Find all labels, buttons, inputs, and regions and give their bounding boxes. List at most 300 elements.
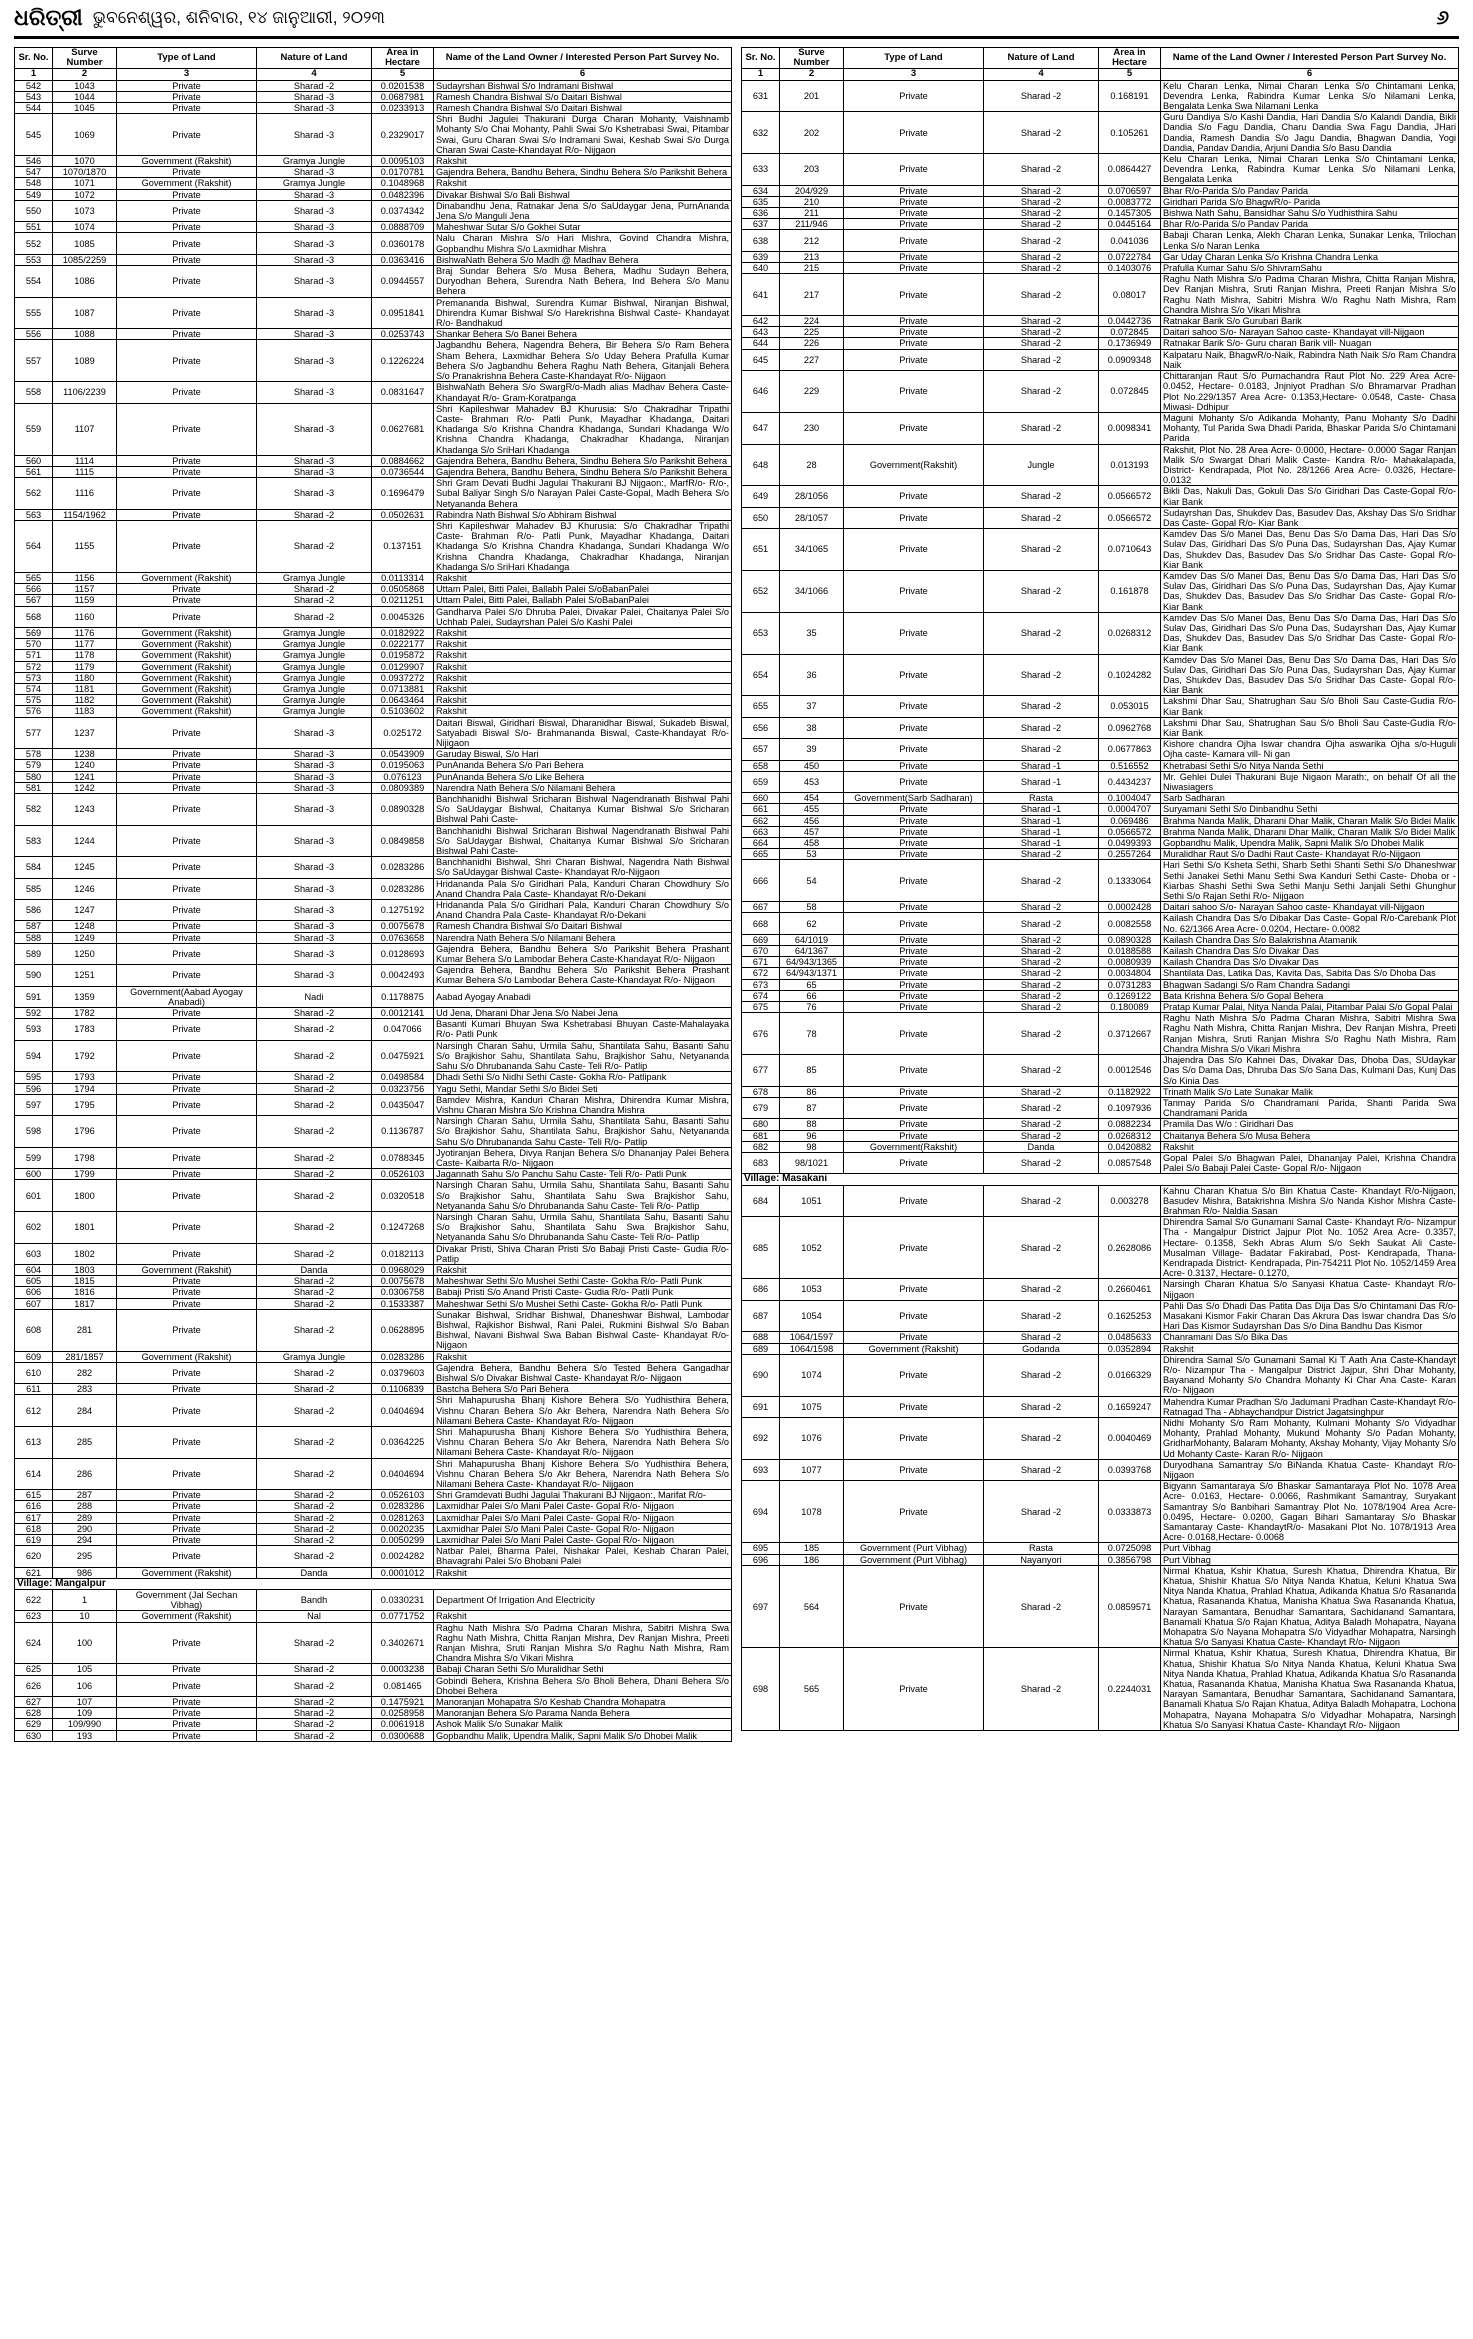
table-row	[15, 1019, 732, 1040]
cell-owner: Kelu Charan Lenka, Nimai Charan Lenka S/o Chintamani Lenka, Devendra Lenka, Rabindra Kumar Lenka S/o Nilamani Lenka, Bengalata Lenka	[1161, 154, 1459, 186]
table-row	[15, 329, 732, 340]
cell-type: Private	[844, 80, 984, 112]
cell-survey: 1244	[53, 825, 117, 857]
cell-nature: Sharad -2	[257, 1501, 372, 1512]
cell-owner: Nirmal Khatua, Kshir Khatua, Suresh Khatua, Dhirendra Khatua, Bir Khatua, Shishir Khatua S/o Nitya Nanda Khatua, Keluni Khatua Swa Nitya Nanda Khatua, Prahlad Khatua, Adikanda Khatua S/o Rasananda Khatua, Rasananda Khatua, Manisha Khatua Swa Rasananda Khatua, Narayan Samantara, Benudhar Samantara, Sachidanand Samantara, Banamali Khatua S/o Rajan Khatua, Aditya Baladh Mohapatra, Nayana Mohapatra S/o Nayana Mohapatra S/o Vidyadhar Mohapatra, Narsingh Khatua S/o Sanyasi Khatua Caste- Khandayt R/o- Nijgaon	[1161, 1565, 1459, 1648]
table-row	[742, 1565, 1459, 1648]
cell-owner: Bhagwan Sadangi S/o Ram Chandra Sadangi	[1161, 979, 1459, 990]
cell-owner: Aabad Ayogay Anabadi	[434, 986, 732, 1007]
cell-area: 0.0859571	[1099, 1565, 1161, 1648]
cell-sr: 633	[742, 154, 780, 186]
cell-sr: 567	[15, 595, 53, 606]
cell-area: 0.0771752	[372, 1611, 434, 1622]
cell-area: 0.0333873	[1099, 1481, 1161, 1543]
cell-owner: Laxmidhar Palei S/o Mani Palei Caste- Gopal R/o- Nijgaon	[434, 1535, 732, 1546]
cell-area: 0.076123	[372, 771, 434, 782]
cell-owner: Bastcha Behera S/o Pari Behera	[434, 1384, 732, 1395]
cell-area: 0.0195063	[372, 760, 434, 771]
table-row	[742, 934, 1459, 945]
cell-owner: Shri Gramdevati Budhi Jagulai Thakurani BJ Nijgaon:, Marifat R/o-	[434, 1490, 732, 1501]
cell-owner: Banchhanidhi Bishwal Sricharan Bishwal Nagendranath Bishwal Pahi S/o SaUdaygar Bishwal, Chaitanya Kumar Bishwal S/o Sricharan Bishwal Pahi Caste-	[434, 794, 732, 826]
cell-area: 0.1403076	[1099, 263, 1161, 274]
cell-nature: Gramya Jungle	[257, 661, 372, 672]
table-row	[15, 167, 732, 178]
cell-nature: Sharad -3	[257, 466, 372, 477]
table-row	[15, 1362, 732, 1383]
cell-type: Private	[844, 371, 984, 413]
cell-area: 0.0643464	[372, 695, 434, 706]
cell-owner: Narsingh Charan Sahu, Urmila Sahu, Shantilata Sahu, Basanti Sahu S/o Brajkishor Sahu, Shantilata Sahu, Brajkishor Sahu, Netyananda Sahu S/o Dhrubananda Sahu Caste- Teli R/o- Patlip	[434, 1116, 732, 1148]
cell-survey: 1159	[53, 595, 117, 606]
cell-owner: Trinath Malik S/o Late Sunakar Malik	[1161, 1086, 1459, 1097]
cell-sr: 558	[15, 382, 53, 403]
col-type: Type of Land	[117, 48, 257, 69]
cell-area: 0.0944557	[372, 266, 434, 298]
cell-type: Private	[117, 1675, 257, 1696]
cell-sr: 692	[742, 1418, 780, 1460]
cell-sr: 688	[742, 1332, 780, 1343]
cell-sr: 576	[15, 706, 53, 717]
cell-survey: 66	[780, 990, 844, 1001]
table-row	[742, 696, 1459, 717]
table-row	[15, 1147, 732, 1168]
cell-type: Government (Rakshit)	[117, 1351, 257, 1362]
cell-survey: 1085	[53, 233, 117, 254]
cell-area: 0.0001012	[372, 1567, 434, 1578]
table-row	[742, 274, 1459, 316]
cell-survey: 1073	[53, 200, 117, 221]
table-header-row	[15, 48, 732, 69]
cell-survey: 38	[780, 717, 844, 738]
cell-owner: Bishwa Nath Sahu, Bansidhar Sahu S/o Yudhisthira Sahu	[1161, 208, 1459, 219]
cell-nature: Sharad -1	[984, 815, 1099, 826]
cell-nature: Sharad -2	[984, 1055, 1099, 1087]
cell-owner: Jagannath Sahu S/o Panchu Sahu Caste- Teli R/o- Patli Punk	[434, 1169, 732, 1180]
cell-sr: 555	[15, 297, 53, 329]
cell-area: 0.1659247	[1099, 1396, 1161, 1417]
table-row	[15, 706, 732, 717]
cell-area: 0.0095103	[372, 156, 434, 167]
cell-type: Private	[117, 520, 257, 572]
cell-owner: Lakshmi Dhar Sau, Shatrughan Sau S/o Bholi Sau Caste-Gudia R/o- Kiar Bank	[1161, 696, 1459, 717]
cell-type: Private	[117, 1169, 257, 1180]
cell-nature: Sharad -2	[257, 1362, 372, 1383]
cell-type: Private	[844, 1418, 984, 1460]
cell-type: Government (Rakshit)	[117, 672, 257, 683]
table-row	[742, 979, 1459, 990]
cell-sr: 564	[15, 520, 53, 572]
cell-survey: 1796	[53, 1116, 117, 1148]
cell-nature: Sharad -2	[984, 1354, 1099, 1396]
table-row	[15, 1351, 732, 1362]
table-row	[742, 968, 1459, 979]
cell-area: 0.0442736	[1099, 316, 1161, 327]
cell-sr: 661	[742, 804, 780, 815]
table-row	[742, 80, 1459, 112]
cell-owner: Gajendra Behera, Bandhu Behera, Sindhu Behera S/o Parikshit Behera	[434, 167, 732, 178]
cell-area: 0.0258958	[372, 1708, 434, 1719]
cell-owner: Khetrabasi Sethi S/o Nitya Nanda Sethi	[1161, 760, 1459, 771]
cell-survey: 1155	[53, 520, 117, 572]
table-row	[742, 196, 1459, 207]
cell-sr: 673	[742, 979, 780, 990]
cell-owner: Rakshit	[434, 683, 732, 694]
cell-owner: Gandharva Palei S/o Dhruba Palei, Divakar Palei, Chaitanya Palei S/o Uchhab Palei, Sudayrshan Palei S/o Kashi Palei	[434, 606, 732, 627]
cell-nature: Sharad -2	[257, 1094, 372, 1115]
table-row	[15, 1309, 732, 1351]
cell-area: 0.0082558	[1099, 913, 1161, 934]
cell-nature: Sharad -2	[257, 1395, 372, 1427]
table-row	[742, 990, 1459, 1001]
cell-type: Private	[117, 717, 257, 749]
cell-owner: Narendra Nath Behera S/o Nilamani Behera	[434, 932, 732, 943]
cell-type: Government (Rakshit)	[844, 1343, 984, 1354]
cell-survey: 86	[780, 1086, 844, 1097]
cell-nature: Sharad -2	[257, 1019, 372, 1040]
cell-area: 0.0363416	[372, 254, 434, 265]
cell-owner: Daitari sahoo S/o- Narayan Sahoo caste- Khandayat vill-Nijgaon	[1161, 902, 1459, 913]
cell-survey: 1359	[53, 986, 117, 1007]
cell-sr: 639	[742, 251, 780, 262]
cell-sr: 669	[742, 934, 780, 945]
colnum: 2	[53, 69, 117, 80]
cell-type: Private	[844, 1097, 984, 1118]
cell-nature: Sharad -2	[257, 1211, 372, 1243]
cell-sr: 570	[15, 639, 53, 650]
cell-sr: 604	[15, 1264, 53, 1275]
cell-sr: 657	[742, 739, 780, 760]
cell-type: Private	[844, 717, 984, 738]
cell-survey: 185	[780, 1543, 844, 1554]
cell-area: 0.3712667	[1099, 1013, 1161, 1055]
cell-survey: 65	[780, 979, 844, 990]
cell-type: Private	[117, 932, 257, 943]
cell-nature: Sharad -3	[257, 825, 372, 857]
cell-type: Government (Purt Vibhag)	[844, 1554, 984, 1565]
cell-nature: Sharad -2	[984, 112, 1099, 154]
cell-survey: 565	[780, 1648, 844, 1731]
cell-nature: Sharad -2	[984, 612, 1099, 654]
cell-sr: 549	[15, 189, 53, 200]
cell-sr: 645	[742, 349, 780, 370]
cell-nature: Sharad -3	[257, 403, 372, 455]
cell-area: 0.0882234	[1099, 1119, 1161, 1130]
table-row	[15, 1458, 732, 1490]
cell-sr: 643	[742, 327, 780, 338]
cell-area: 0.0330231	[372, 1590, 434, 1611]
cell-survey: 458	[780, 838, 844, 849]
cell-area: 0.1097936	[1099, 1097, 1161, 1118]
cell-type: Private	[844, 507, 984, 528]
cell-type: Government(Sarb Sadharan)	[844, 793, 984, 804]
table-row	[742, 913, 1459, 934]
cell-area: 0.0687981	[372, 91, 434, 102]
cell-survey: 58	[780, 902, 844, 913]
cell-area: 0.1333064	[1099, 860, 1161, 902]
cell-survey: 1799	[53, 1169, 117, 1180]
cell-area: 0.0962768	[1099, 717, 1161, 738]
cell-owner: Sarb Sadharan	[1161, 793, 1459, 804]
table-row	[15, 1169, 732, 1180]
cell-nature: Sharad -2	[984, 979, 1099, 990]
cell-owner: Rakshit	[434, 650, 732, 661]
cell-survey: 1798	[53, 1147, 117, 1168]
cell-area: 0.0374342	[372, 200, 434, 221]
cell-survey: 215	[780, 263, 844, 274]
cell-area: 0.0857548	[1099, 1152, 1161, 1173]
cell-sr: 632	[742, 112, 780, 154]
cell-owner: Mahendra Kumar Pradhan S/o Jadumani Pradhan Caste-Khandayt R/o- Ratnagad Tha - Abhaychandpur District Jagatsinghpur	[1161, 1396, 1459, 1417]
cell-sr: 563	[15, 509, 53, 520]
cell-area: 0.0706597	[1099, 185, 1161, 196]
cell-survey: 1794	[53, 1083, 117, 1094]
cell-survey: 1154/1962	[53, 509, 117, 520]
table-row	[742, 1217, 1459, 1279]
cell-nature: Sharad -3	[257, 167, 372, 178]
cell-area: 0.0195872	[372, 650, 434, 661]
cell-survey: 1	[53, 1590, 117, 1611]
cell-area: 0.0884662	[372, 455, 434, 466]
cell-sr: 642	[742, 316, 780, 327]
cell-area: 0.0233913	[372, 103, 434, 114]
cell-area: 0.0182922	[372, 627, 434, 638]
cell-area: 0.0627681	[372, 403, 434, 455]
cell-owner: Kamdev Das S/o Manei Das, Benu Das S/o Dama Das, Hari Das S/o Sulav Das, Giridhari Das S/o Puna Das, Sudayrshan Das, Ajay Kumar Das, Shukdev Das, Basudev Das S/o Sridhar Das Caste- Gopal R/o- Kiar Bank	[1161, 654, 1459, 696]
cell-survey: 10	[53, 1611, 117, 1622]
cell-nature: Gramya Jungle	[257, 672, 372, 683]
cell-nature: Sharad -2	[984, 717, 1099, 738]
cell-owner: Gajendra Behera, Bandhu Behera S/o Parikshit Behera Prashant Kumar Behera S/o Lambodar Behera Caste-Khandayat R/o- Nijgaon	[434, 965, 732, 986]
cell-type: Private	[117, 403, 257, 455]
cell-survey: 456	[780, 815, 844, 826]
cell-survey: 1176	[53, 627, 117, 638]
cell-sr: 581	[15, 782, 53, 793]
table-body-left	[15, 80, 732, 1741]
cell-type: Private	[117, 1008, 257, 1019]
cell-type: Private	[844, 1300, 984, 1332]
cell-sr: 609	[15, 1351, 53, 1362]
cell-nature: Sharad -2	[257, 1664, 372, 1675]
cell-nature: Sharad -2	[984, 1396, 1099, 1417]
table-row	[15, 1276, 732, 1287]
cell-sr: 585	[15, 878, 53, 899]
cell-nature: Nadi	[257, 986, 372, 1007]
cell-nature: Sharad -2	[257, 1384, 372, 1395]
cell-survey: 288	[53, 1501, 117, 1512]
cell-owner: Pramila Das W/o : Giridhari Das	[1161, 1119, 1459, 1130]
cell-type: Private	[117, 1664, 257, 1675]
cell-type: Private	[117, 857, 257, 878]
cell-area: 0.053015	[1099, 696, 1161, 717]
cell-owner: Rakshit	[434, 627, 732, 638]
table-row	[742, 507, 1459, 528]
cell-sr: 619	[15, 1535, 53, 1546]
cell-type: Private	[844, 1459, 984, 1480]
cell-area: 0.0320518	[372, 1180, 434, 1212]
table-row	[742, 902, 1459, 913]
cell-type: Private	[117, 1287, 257, 1298]
cell-type: Private	[117, 222, 257, 233]
cell-type: Private	[844, 1185, 984, 1217]
cell-sr: 696	[742, 1554, 780, 1565]
cell-owner: Rakshit	[434, 672, 732, 683]
cell-nature: Sharad -2	[984, 1648, 1099, 1731]
cell-type: Private	[117, 91, 257, 102]
cell-survey: 106	[53, 1675, 117, 1696]
table-row	[742, 946, 1459, 957]
table-row	[742, 1543, 1459, 1554]
table-row	[15, 771, 732, 782]
cell-nature: Sharad -2	[984, 251, 1099, 262]
table-row	[15, 1040, 732, 1072]
cell-area: 0.0499393	[1099, 838, 1161, 849]
cell-area: 0.1247268	[372, 1211, 434, 1243]
cell-sr: 595	[15, 1072, 53, 1083]
cell-survey: 1075	[780, 1396, 844, 1417]
cell-type: Private	[844, 979, 984, 990]
table-row	[15, 1697, 732, 1708]
cell-owner: Dhadi Sethi S/o Nidhi Sethi Caste- Gokha R/o- Patlipank	[434, 1072, 732, 1083]
table-row	[15, 1211, 732, 1243]
cell-area: 0.0002428	[1099, 902, 1161, 913]
table-row	[15, 943, 732, 964]
cell-survey: 100	[53, 1622, 117, 1664]
cell-area: 0.0951841	[372, 297, 434, 329]
cell-sr: 687	[742, 1300, 780, 1332]
cell-sr: 557	[15, 340, 53, 382]
cell-owner: Dinabandhu Jena, Ratnakar Jena S/o SaUdaygar Jena, PurnAnanda Jena S/o Manguli Jena	[434, 200, 732, 221]
cell-sr: 611	[15, 1384, 53, 1395]
cell-owner: Chittaranjan Raut S/o Purnachandra Raut Plot No. 229 Area Acre- 0.0452, Hectare- 0.0183, Jnjniyot Pradhan S/o Bhramarvar Pradhan Plot No.229/1357 Area Acre- 0.1353,Hectare- 0.0548, Caste- Chasa Miwasi- Ddhipur	[1161, 371, 1459, 413]
cell-owner: Rakshit	[434, 706, 732, 717]
cell-owner: Maguni Mohanty S/o Adikanda Mohanty, Panu Mohanty S/o Dadhi Mohanty, Tul Parida Swa Dhadi Parida, Bhaskar Parida S/o Chintamani Parida	[1161, 412, 1459, 444]
cell-sr: 568	[15, 606, 53, 627]
table-row	[742, 154, 1459, 186]
village-heading-row	[15, 1578, 732, 1589]
cell-sr: 545	[15, 114, 53, 156]
table-row	[15, 1264, 732, 1275]
cell-type: Government(Aabad Ayogay Anabadi)	[117, 986, 257, 1007]
cell-type: Private	[844, 251, 984, 262]
cell-survey: 1182	[53, 695, 117, 706]
cell-sr: 580	[15, 771, 53, 782]
cell-sr: 680	[742, 1119, 780, 1130]
cell-sr: 608	[15, 1309, 53, 1351]
cell-survey: 211	[780, 208, 844, 219]
cell-nature: Sharad -2	[984, 1097, 1099, 1118]
cell-area: 0.0222177	[372, 639, 434, 650]
table-row	[742, 1013, 1459, 1055]
cell-type: Government (Jal Sechan Vibhag)	[117, 1590, 257, 1611]
cell-sr: 617	[15, 1512, 53, 1523]
cell-type: Private	[844, 957, 984, 968]
table-row	[742, 1141, 1459, 1152]
cell-sr: 689	[742, 1343, 780, 1354]
cell-survey: 1085/2259	[53, 254, 117, 265]
cell-type: Private	[844, 529, 984, 571]
cell-owner: Shankar Behera S/o Banei Behera	[434, 329, 732, 340]
table-row	[742, 612, 1459, 654]
cell-area: 0.1533387	[372, 1298, 434, 1309]
cell-owner: Rakshit, Plot No. 28 Area Acre- 0.0000, Hectare- 0.0000 Sagar Ranjan Malik S/o Swargat Dhari Malik Caste- Kandra R/o- Mahakalapada, District- Kendrapada, Plot No. 28/1266 Area Acre- 0.0326, Hectare- 0.0132	[1161, 444, 1459, 486]
cell-area: 0.1136787	[372, 1116, 434, 1148]
cell-survey: 54	[780, 860, 844, 902]
cell-owner: Mr. Gehlei Dulei Thakurani Buje Nigaon Marath:, on behalf Of all the Niwasiagers	[1161, 771, 1459, 792]
cell-type: Government (Rakshit)	[117, 156, 257, 167]
cell-nature: Sharad -2	[257, 1523, 372, 1534]
cell-area: 0.069486	[1099, 815, 1161, 826]
cell-type: Private	[117, 167, 257, 178]
table-row	[15, 1611, 732, 1622]
cell-owner: Dhirendra Samal S/o Gunamani Samal Ki T Aath Ana Caste-Khandayt R/o- Nizampur Tha - Mangalpur District Jajpur, Shri Dhar Mohanty, Bayanand Mohanty S/o Chandra Mohanty Ki Char Ana Caste- Karan R/o- Nijgaon	[1161, 1354, 1459, 1396]
table-row	[15, 1622, 732, 1664]
cell-sr: 579	[15, 760, 53, 771]
cell-sr: 571	[15, 650, 53, 661]
cell-owner: Ramesh Chandra Bishwal S/o Daitari Bishwal	[434, 921, 732, 932]
cell-nature: Sharad -2	[257, 595, 372, 606]
cell-owner: Maheshwar Sutar S/o Gokhei Sutar	[434, 222, 732, 233]
cell-type: Government (Rakshit)	[117, 683, 257, 694]
cell-survey: 34/1066	[780, 570, 844, 612]
cell-type: Private	[117, 1512, 257, 1523]
cell-owner: Narendra Nath Behera S/o Nilamani Behera	[434, 782, 732, 793]
cell-type: Private	[844, 826, 984, 837]
cell-sr: 693	[742, 1459, 780, 1480]
cell-type: Private	[117, 1384, 257, 1395]
cell-survey: 289	[53, 1512, 117, 1523]
cell-area: 0.0677863	[1099, 739, 1161, 760]
cell-sr: 591	[15, 986, 53, 1007]
cell-area: 0.0061918	[372, 1719, 434, 1730]
cell-owner: Gajendra Behera, Bandhu Behera, Sindhu Behera S/o Parikshit Behera	[434, 455, 732, 466]
cell-nature: Sharad -2	[984, 1013, 1099, 1055]
table-row	[742, 1097, 1459, 1118]
cell-owner: Ashok Malik S/o Sunakar Malik	[434, 1719, 732, 1730]
cell-owner: Narsingh Charan Sahu, Urmila Sahu, Shantilata Sahu, Basanti Sahu S/o Brajkishor Sahu, Shantilata Sahu Swa Brajkishor Sahu, Netyananda Sahu S/o Dhrubananda Sahu Caste- Teli R/o- Patlip	[434, 1211, 732, 1243]
cell-owner: Kailash Chandra Das S/o Balakrishna Atamanik	[1161, 934, 1459, 945]
cell-owner: Kailash Chandra Das S/o Divakar Das	[1161, 957, 1459, 968]
cell-nature: Danda	[984, 1141, 1099, 1152]
cell-area: 0.0098341	[1099, 412, 1161, 444]
cell-nature: Sharad -2	[257, 1040, 372, 1072]
cell-type: Private	[117, 595, 257, 606]
cell-survey: 64/1019	[780, 934, 844, 945]
cell-area: 0.0722784	[1099, 251, 1161, 262]
cell-nature: Gramya Jungle	[257, 683, 372, 694]
table-row	[742, 760, 1459, 771]
cell-owner: Uttam Palei, Bitti Palei, Ballabh Palei S/oBabanPalei	[434, 584, 732, 595]
cell-type: Private	[844, 739, 984, 760]
cell-nature: Bandh	[257, 1590, 372, 1611]
cell-area: 0.0283286	[372, 1351, 434, 1362]
table-row	[15, 661, 732, 672]
col-survey: Surve Number	[53, 48, 117, 69]
cell-owner: Narsingh Charan Khatua S/o Sanyasi Khatua Caste- Khandayt R/o- Nijgaon	[1161, 1279, 1459, 1300]
cell-nature: Gramya Jungle	[257, 695, 372, 706]
cell-sr: 651	[742, 529, 780, 571]
table-row	[742, 1648, 1459, 1731]
cell-type: Private	[844, 760, 984, 771]
village-heading: Village: Mangalpur	[15, 1578, 732, 1589]
cell-survey: 287	[53, 1490, 117, 1501]
cell-nature: Sharad -2	[257, 1458, 372, 1490]
cell-sr: 562	[15, 478, 53, 510]
cell-survey: 1247	[53, 900, 117, 921]
cell-type: Private	[117, 233, 257, 254]
cell-type: Government (Rakshit)	[117, 178, 257, 189]
cell-sr: 592	[15, 1008, 53, 1019]
cell-sr: 644	[742, 338, 780, 349]
